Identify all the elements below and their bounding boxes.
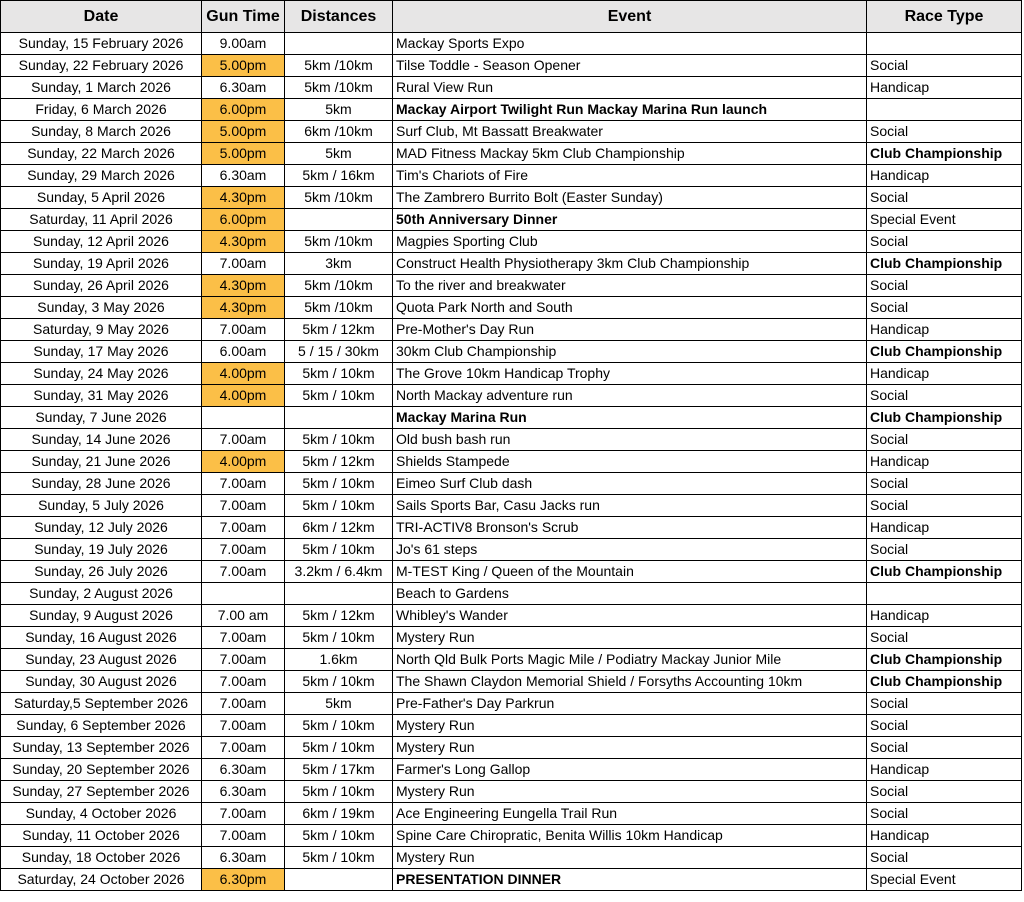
gun-time-cell: 7.00am (202, 649, 285, 671)
race-type-cell: Social (867, 847, 1022, 869)
date-cell: Sunday, 27 September 2026 (1, 781, 202, 803)
race-type-cell: Social (867, 539, 1022, 561)
race-type-cell: Club Championship (867, 649, 1022, 671)
race-type-cell: Social (867, 231, 1022, 253)
event-cell: Mystery Run (393, 847, 867, 869)
distance-cell: 3.2km / 6.4km (285, 561, 393, 583)
gun-time-cell: 4.00pm (202, 363, 285, 385)
gun-time-cell: 4.00pm (202, 451, 285, 473)
date-cell: Sunday, 12 April 2026 (1, 231, 202, 253)
race-type-cell: Social (867, 715, 1022, 737)
race-type-cell: Social (867, 187, 1022, 209)
distance-cell: 5 / 15 / 30km (285, 341, 393, 363)
race-type-cell: Handicap (867, 363, 1022, 385)
table-body (1, 33, 1022, 891)
table-row (1, 627, 1022, 649)
race-type-cell: Handicap (867, 165, 1022, 187)
table-row (1, 121, 1022, 143)
table-row (1, 143, 1022, 165)
table-row (1, 275, 1022, 297)
race-type-cell: Club Championship (867, 143, 1022, 165)
race-type-cell: Social (867, 473, 1022, 495)
gun-time-cell: 7.00am (202, 253, 285, 275)
gun-time-cell: 5.00pm (202, 143, 285, 165)
date-cell: Sunday, 31 May 2026 (1, 385, 202, 407)
header-race-type: Race Type (867, 1, 1022, 33)
header-gun-time: Gun Time (202, 1, 285, 33)
event-cell: Quota Park North and South (393, 297, 867, 319)
date-cell: Sunday, 9 August 2026 (1, 605, 202, 627)
distance-cell (285, 869, 393, 891)
date-cell: Sunday, 1 March 2026 (1, 77, 202, 99)
date-cell: Sunday, 4 October 2026 (1, 803, 202, 825)
table-row (1, 847, 1022, 869)
gun-time-cell: 7.00am (202, 671, 285, 693)
date-cell: Sunday, 8 March 2026 (1, 121, 202, 143)
gun-time-cell: 6.00pm (202, 209, 285, 231)
header-row (1, 1, 1022, 33)
table-row (1, 605, 1022, 627)
gun-time-cell: 4.30pm (202, 275, 285, 297)
distance-cell: 5km (285, 143, 393, 165)
distance-cell: 5km / 12km (285, 319, 393, 341)
table-row (1, 165, 1022, 187)
date-cell: Sunday, 17 May 2026 (1, 341, 202, 363)
table-row (1, 825, 1022, 847)
event-cell: 50th Anniversary Dinner (393, 209, 867, 231)
date-cell: Sunday, 24 May 2026 (1, 363, 202, 385)
date-cell: Sunday, 14 June 2026 (1, 429, 202, 451)
table-row (1, 737, 1022, 759)
gun-time-cell: 4.30pm (202, 187, 285, 209)
distance-cell: 5km /10km (285, 55, 393, 77)
gun-time-cell: 7.00am (202, 737, 285, 759)
distance-cell (285, 407, 393, 429)
date-cell: Sunday, 5 April 2026 (1, 187, 202, 209)
event-cell: Mystery Run (393, 737, 867, 759)
event-cell: North Mackay adventure run (393, 385, 867, 407)
event-cell: Tilse Toddle - Season Opener (393, 55, 867, 77)
event-cell: Surf Club, Mt Bassatt Breakwater (393, 121, 867, 143)
date-cell: Sunday, 6 September 2026 (1, 715, 202, 737)
distance-cell: 5km / 10km (285, 847, 393, 869)
distance-cell: 5km / 10km (285, 715, 393, 737)
distance-cell (285, 33, 393, 55)
race-type-cell: Club Championship (867, 407, 1022, 429)
header-distances: Distances (285, 1, 393, 33)
event-cell: Whibley's Wander (393, 605, 867, 627)
gun-time-cell: 6.30am (202, 759, 285, 781)
gun-time-cell: 6.30pm (202, 869, 285, 891)
gun-time-cell: 4.30pm (202, 231, 285, 253)
distance-cell: 5km (285, 693, 393, 715)
gun-time-cell: 7.00 am (202, 605, 285, 627)
gun-time-cell: 7.00am (202, 561, 285, 583)
gun-time-cell: 7.00am (202, 715, 285, 737)
distance-cell: 5km / 10km (285, 825, 393, 847)
gun-time-cell: 4.30pm (202, 297, 285, 319)
distance-cell: 3km (285, 253, 393, 275)
table-row (1, 297, 1022, 319)
header-date: Date (1, 1, 202, 33)
date-cell: Sunday, 15 February 2026 (1, 33, 202, 55)
table-header (1, 1, 1022, 33)
distance-cell: 5km / 10km (285, 495, 393, 517)
event-cell: 30km Club Championship (393, 341, 867, 363)
distance-cell: 1.6km (285, 649, 393, 671)
table-row (1, 407, 1022, 429)
race-type-cell: Handicap (867, 451, 1022, 473)
event-cell: Beach to Gardens (393, 583, 867, 605)
table-row (1, 341, 1022, 363)
event-cell: Farmer's Long Gallop (393, 759, 867, 781)
race-type-cell: Social (867, 121, 1022, 143)
event-cell: To the river and breakwater (393, 275, 867, 297)
date-cell: Sunday, 30 August 2026 (1, 671, 202, 693)
event-cell: PRESENTATION DINNER (393, 869, 867, 891)
table-row (1, 33, 1022, 55)
event-cell: Sails Sports Bar, Casu Jacks run (393, 495, 867, 517)
race-type-cell: Handicap (867, 605, 1022, 627)
table-row (1, 319, 1022, 341)
date-cell: Sunday, 26 April 2026 (1, 275, 202, 297)
date-cell: Sunday, 12 July 2026 (1, 517, 202, 539)
gun-time-cell: 5.00pm (202, 55, 285, 77)
date-cell: Sunday, 29 March 2026 (1, 165, 202, 187)
gun-time-cell: 6.30am (202, 77, 285, 99)
table-row (1, 187, 1022, 209)
gun-time-cell: 6.30am (202, 165, 285, 187)
event-cell: Shields Stampede (393, 451, 867, 473)
race-type-cell: Social (867, 275, 1022, 297)
race-type-cell: Social (867, 297, 1022, 319)
race-type-cell: Handicap (867, 825, 1022, 847)
date-cell: Sunday, 13 September 2026 (1, 737, 202, 759)
event-cell: The Grove 10km Handicap Trophy (393, 363, 867, 385)
date-cell: Sunday, 3 May 2026 (1, 297, 202, 319)
distance-cell: 5km / 10km (285, 781, 393, 803)
date-cell: Sunday, 18 October 2026 (1, 847, 202, 869)
event-cell: Pre-Father's Day Parkrun (393, 693, 867, 715)
distance-cell: 6km / 12km (285, 517, 393, 539)
gun-time-cell: 7.00am (202, 473, 285, 495)
distance-cell: 6km / 19km (285, 803, 393, 825)
race-type-cell: Special Event (867, 869, 1022, 891)
gun-time-cell: 6.00am (202, 341, 285, 363)
race-type-cell (867, 99, 1022, 121)
distance-cell: 5km (285, 99, 393, 121)
gun-time-cell: 7.00am (202, 627, 285, 649)
table-row (1, 561, 1022, 583)
event-cell: Spine Care Chiropratic, Benita Willis 10km Handicap (393, 825, 867, 847)
event-cell: Mackay Sports Expo (393, 33, 867, 55)
table-row (1, 583, 1022, 605)
event-cell: Mackay Airport Twilight Run Mackay Marina Run launch (393, 99, 867, 121)
gun-time-cell: 6.00pm (202, 99, 285, 121)
race-type-cell: Handicap (867, 77, 1022, 99)
table-row (1, 869, 1022, 891)
distance-cell: 5km / 10km (285, 429, 393, 451)
gun-time-cell: 7.00am (202, 319, 285, 341)
date-cell: Sunday, 7 June 2026 (1, 407, 202, 429)
race-type-cell: Special Event (867, 209, 1022, 231)
distance-cell: 5km / 12km (285, 451, 393, 473)
gun-time-cell: 9.00am (202, 33, 285, 55)
distance-cell: 5km /10km (285, 231, 393, 253)
event-cell: North Qld Bulk Ports Magic Mile / Podiatry Mackay Junior Mile (393, 649, 867, 671)
distance-cell: 5km / 10km (285, 539, 393, 561)
event-cell: The Zambrero Burrito Bolt (Easter Sunday) (393, 187, 867, 209)
gun-time-cell: 6.30am (202, 847, 285, 869)
event-cell: Rural View Run (393, 77, 867, 99)
table-row (1, 759, 1022, 781)
table-row (1, 671, 1022, 693)
gun-time-cell (202, 407, 285, 429)
race-type-cell: Social (867, 693, 1022, 715)
table-row (1, 363, 1022, 385)
event-cell: Mystery Run (393, 627, 867, 649)
date-cell: Sunday, 23 August 2026 (1, 649, 202, 671)
event-cell: Jo's 61 steps (393, 539, 867, 561)
race-type-cell: Social (867, 429, 1022, 451)
gun-time-cell: 7.00am (202, 803, 285, 825)
event-cell: Tim's Chariots of Fire (393, 165, 867, 187)
date-cell: Sunday, 22 February 2026 (1, 55, 202, 77)
date-cell: Sunday, 11 October 2026 (1, 825, 202, 847)
date-cell: Sunday, 21 June 2026 (1, 451, 202, 473)
distance-cell (285, 209, 393, 231)
table-row (1, 429, 1022, 451)
race-type-cell: Social (867, 385, 1022, 407)
table-row (1, 385, 1022, 407)
distance-cell: 5km / 16km (285, 165, 393, 187)
date-cell: Sunday, 20 September 2026 (1, 759, 202, 781)
table-row (1, 473, 1022, 495)
table-row (1, 693, 1022, 715)
event-cell: Mystery Run (393, 781, 867, 803)
date-cell: Saturday, 9 May 2026 (1, 319, 202, 341)
gun-time-cell: 4.00pm (202, 385, 285, 407)
date-cell: Friday, 6 March 2026 (1, 99, 202, 121)
header-event: Event (393, 1, 867, 33)
distance-cell: 5km /10km (285, 187, 393, 209)
event-cell: Eimeo Surf Club dash (393, 473, 867, 495)
event-cell: Old bush bash run (393, 429, 867, 451)
date-cell: Sunday, 19 July 2026 (1, 539, 202, 561)
table-row (1, 451, 1022, 473)
distance-cell: 6km /10km (285, 121, 393, 143)
race-type-cell: Social (867, 55, 1022, 77)
race-type-cell: Club Championship (867, 561, 1022, 583)
distance-cell: 5km /10km (285, 297, 393, 319)
distance-cell: 5km / 17km (285, 759, 393, 781)
distance-cell: 5km / 10km (285, 737, 393, 759)
table-row (1, 231, 1022, 253)
date-cell: Sunday, 2 August 2026 (1, 583, 202, 605)
table-row (1, 517, 1022, 539)
race-type-cell: Handicap (867, 319, 1022, 341)
event-cell: The Shawn Claydon Memorial Shield / Forsyths Accounting 10km (393, 671, 867, 693)
gun-time-cell: 7.00am (202, 517, 285, 539)
gun-time-cell: 7.00am (202, 693, 285, 715)
table-row (1, 649, 1022, 671)
gun-time-cell: 7.00am (202, 539, 285, 561)
table-row (1, 539, 1022, 561)
gun-time-cell: 7.00am (202, 495, 285, 517)
date-cell: Sunday, 5 July 2026 (1, 495, 202, 517)
event-cell: Ace Engineering Eungella Trail Run (393, 803, 867, 825)
table-row (1, 495, 1022, 517)
race-type-cell: Handicap (867, 759, 1022, 781)
date-cell: Sunday, 16 August 2026 (1, 627, 202, 649)
race-type-cell: Handicap (867, 517, 1022, 539)
race-type-cell: Social (867, 737, 1022, 759)
distance-cell: 5km /10km (285, 77, 393, 99)
event-cell: Magpies Sporting Club (393, 231, 867, 253)
race-type-cell: Social (867, 803, 1022, 825)
date-cell: Saturday, 24 October 2026 (1, 869, 202, 891)
event-cell: Pre-Mother's Day Run (393, 319, 867, 341)
race-type-cell: Social (867, 495, 1022, 517)
distance-cell (285, 583, 393, 605)
race-type-cell: Club Championship (867, 671, 1022, 693)
distance-cell: 5km / 12km (285, 605, 393, 627)
table-row (1, 781, 1022, 803)
gun-time-cell: 6.30am (202, 781, 285, 803)
gun-time-cell: 7.00am (202, 429, 285, 451)
gun-time-cell: 7.00am (202, 825, 285, 847)
distance-cell: 5km / 10km (285, 671, 393, 693)
date-cell: Sunday, 22 March 2026 (1, 143, 202, 165)
table-row (1, 803, 1022, 825)
race-type-cell: Club Championship (867, 253, 1022, 275)
table-row (1, 715, 1022, 737)
distance-cell: 5km / 10km (285, 363, 393, 385)
gun-time-cell: 5.00pm (202, 121, 285, 143)
distance-cell: 5km / 10km (285, 385, 393, 407)
table-row (1, 209, 1022, 231)
event-cell: Construct Health Physiotherapy 3km Club Championship (393, 253, 867, 275)
distance-cell: 5km / 10km (285, 627, 393, 649)
event-cell: Mackay Marina Run (393, 407, 867, 429)
distance-cell: 5km / 10km (285, 473, 393, 495)
event-cell: Mystery Run (393, 715, 867, 737)
distance-cell: 5km /10km (285, 275, 393, 297)
table-row (1, 99, 1022, 121)
date-cell: Saturday, 11 April 2026 (1, 209, 202, 231)
gun-time-cell (202, 583, 285, 605)
race-type-cell: Social (867, 781, 1022, 803)
date-cell: Sunday, 19 April 2026 (1, 253, 202, 275)
date-cell: Saturday,5 September 2026 (1, 693, 202, 715)
event-cell: TRI-ACTIV8 Bronson's Scrub (393, 517, 867, 539)
race-type-cell (867, 583, 1022, 605)
race-type-cell: Social (867, 627, 1022, 649)
race-type-cell (867, 33, 1022, 55)
race-type-cell: Club Championship (867, 341, 1022, 363)
table-row (1, 253, 1022, 275)
table-row (1, 77, 1022, 99)
date-cell: Sunday, 28 June 2026 (1, 473, 202, 495)
table-row (1, 55, 1022, 77)
date-cell: Sunday, 26 July 2026 (1, 561, 202, 583)
event-cell: M-TEST King / Queen of the Mountain (393, 561, 867, 583)
event-cell: MAD Fitness Mackay 5km Club Championship (393, 143, 867, 165)
